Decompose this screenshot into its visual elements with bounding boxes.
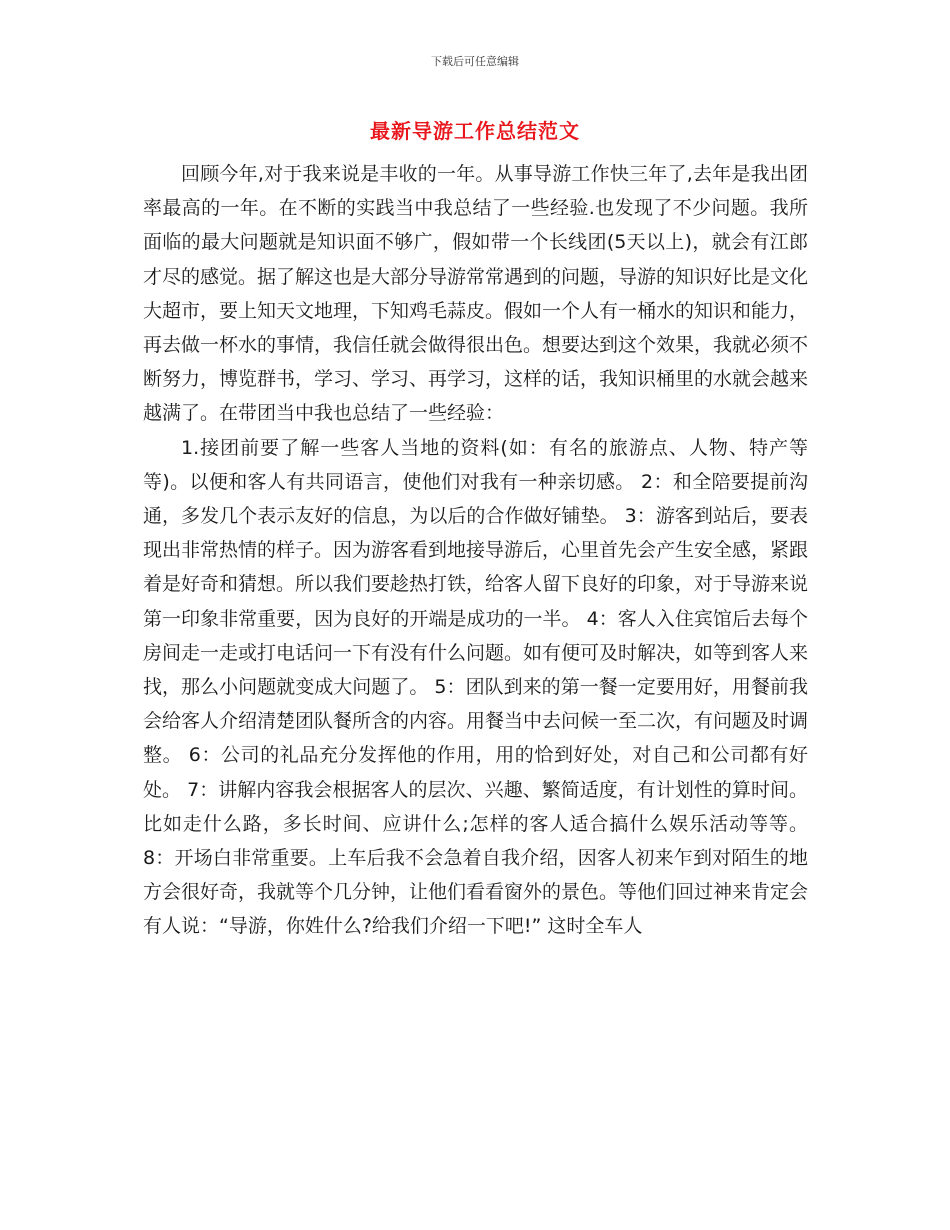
document-body (143, 157, 808, 944)
document-title: 最新导游工作总结范文 (370, 119, 580, 143)
paragraph-experience-list: 1.接团前要了解一些客人当地的资料(如：有名的旅游点、人物、特产等等)。以便和客人有共同语言，使他们对我有一种亲切感。 2：和全陪要提前沟通，多发几个表示友好的信息，为以后的合作做好铺垫。 3：游客到站后，要表现出非常热情的样子。因为游客看到地接导游后，心里首先会产生安全感，紧跟着是好奇和猜想。所以我们要趁热打铁，给客人留下良好的印象，对于导游来说第一印象非常重要，因为良好的开端是成功的一半。 4：客人入住宾馆后去每个房间走一走或打电话问一下有没有什么问题。如有便可及时解决，如等到客人来找，那么小问题就变成大问题了。 5：团队到来的第一餐一定要用好，用餐前我会给客人介绍清楚团队餐所含的内容。用餐当中去问候一至二次，有问题及时调整。 6：公司的礼品充分发挥他的作用，用的恰到好处，对自己和公司都有好处。 7：讲解内容我会根据客人的层次、兴趣、繁简适度，有计划性的算时间。比如走什么路，多长时间、应讲什么;怎样的客人适合搞什么娱乐活动等等。 8：开场白非常重要。上车后我不会急着自我介绍，因客人初来乍到对陌生的地方会很好奇，我就等个几分钟，让他们看看窗外的景色。等他们回过神来肯定会有人说：“导游，你姓什么?给我们介绍一下吧!” 这时全车人 (143, 436, 809, 938)
page-header-note: 下载后可任意编辑 (431, 55, 519, 68)
paragraph-intro: 回顾今年,对于我来说是丰收的一年。从事导游工作快三年了,去年是我出团率最高的一年。在不断的实践当中我总结了一些经验.也发现了不少问题。我所面临的最大问题就是知识面不够广，假如带一个长线团(5天以上)，就会有江郎才尽的感觉。据了解这也是大部分导游常常遇到的问题，导游的知识好比是文化大超市，要上知天文地理，下知鸡毛蒜皮。假如一个人有一桶水的知识和能力，再去做一杯水的事情，我信任就会做得很出色。想要达到这个效果，我就必须不断努力，博览群书，学习、学习、再学习，这样的话，我知识桶里的水就会越来越满了。在带团当中我也总结了一些经验： (143, 163, 809, 425)
